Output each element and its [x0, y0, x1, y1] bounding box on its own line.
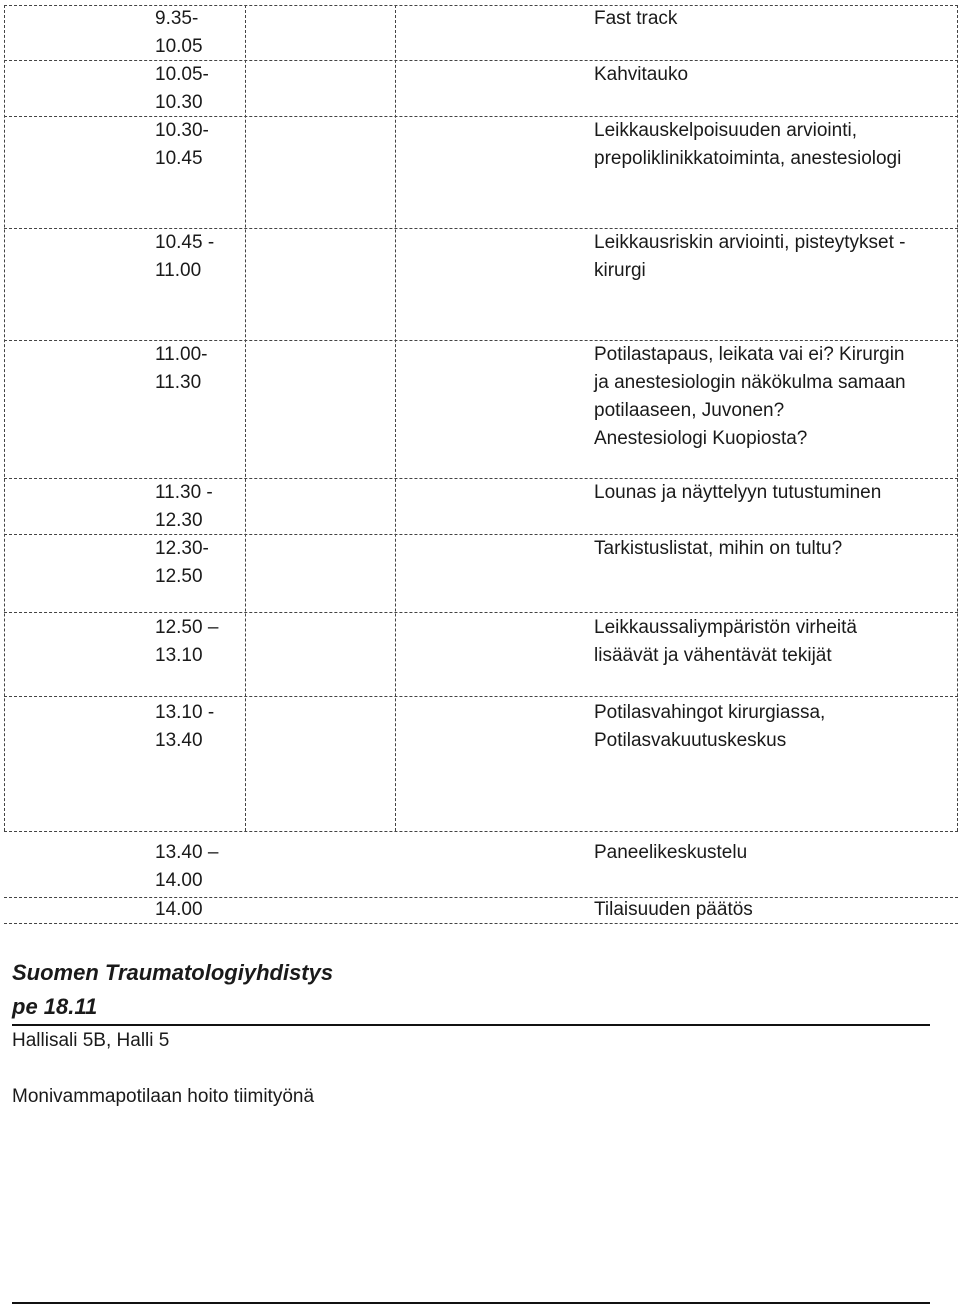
table-column-divider	[245, 5, 246, 831]
table-border-left	[4, 5, 5, 831]
event-topic: Monivammapotilaan hoito tiimityönä	[12, 1086, 315, 1107]
bottom-rule	[12, 1302, 930, 1304]
row-divider	[4, 831, 958, 832]
schedule-title: Leikkauskelpoisuuden arviointi, prepoliklinikkatoiminta, anestesiologi	[594, 120, 902, 169]
schedule-time: 9.35- 10.05	[155, 8, 203, 57]
schedule-time: 13.10 - 13.40	[155, 702, 215, 751]
schedule-title: Potilastapaus, leikata vai ei? Kirurgin ja anestesiologin näkökulma samaan potilaaseen, Juvonen? Anestesiologi Kuopiosta?	[594, 344, 906, 449]
schedule-title: Tilaisuuden päätös	[594, 899, 753, 920]
schedule-time: 13.40 – 14.00	[155, 842, 219, 891]
heading-rule	[12, 1024, 930, 1026]
row-divider	[4, 696, 958, 697]
schedule-time: 11.30 - 12.30	[155, 482, 213, 531]
table-column-divider	[395, 5, 396, 831]
schedule-time: 12.50 – 13.10	[155, 617, 219, 666]
table-border-right	[957, 5, 958, 831]
event-location: Hallisali 5B, Halli 5	[12, 1030, 170, 1051]
schedule-title: Paneelikeskustelu	[594, 842, 748, 863]
schedule-title: Lounas ja näyttelyyn tutustuminen	[594, 482, 882, 503]
schedule-title: Tarkistuslistat, mihin on tultu?	[594, 538, 843, 559]
schedule-title: Kahvitauko	[594, 64, 689, 85]
schedule-title: Leikkaussaliympäristön virheitä lisäävät ja vähentävät tekijät	[594, 617, 857, 666]
schedule-title: Potilasvahingot kirurgiassa, Potilasvakuutuskeskus	[594, 702, 826, 751]
schedule-title: Leikkausriskin arviointi, pisteytykset - kirurgi	[594, 232, 906, 281]
event-date: pe 18.11	[12, 994, 98, 1019]
schedule-time: 12.30- 12.50	[155, 538, 209, 587]
schedule-time: 10.05- 10.30	[155, 64, 209, 113]
organization-heading: Suomen Traumatologiyhdistys	[12, 960, 334, 985]
row-divider	[4, 612, 958, 613]
schedule-time: 11.00- 11.30	[155, 344, 208, 393]
schedule-time: 10.45 - 11.00	[155, 232, 215, 281]
schedule-title: Fast track	[594, 8, 678, 29]
schedule-time: 14.00	[155, 899, 203, 920]
schedule-time: 10.30- 10.45	[155, 120, 209, 169]
